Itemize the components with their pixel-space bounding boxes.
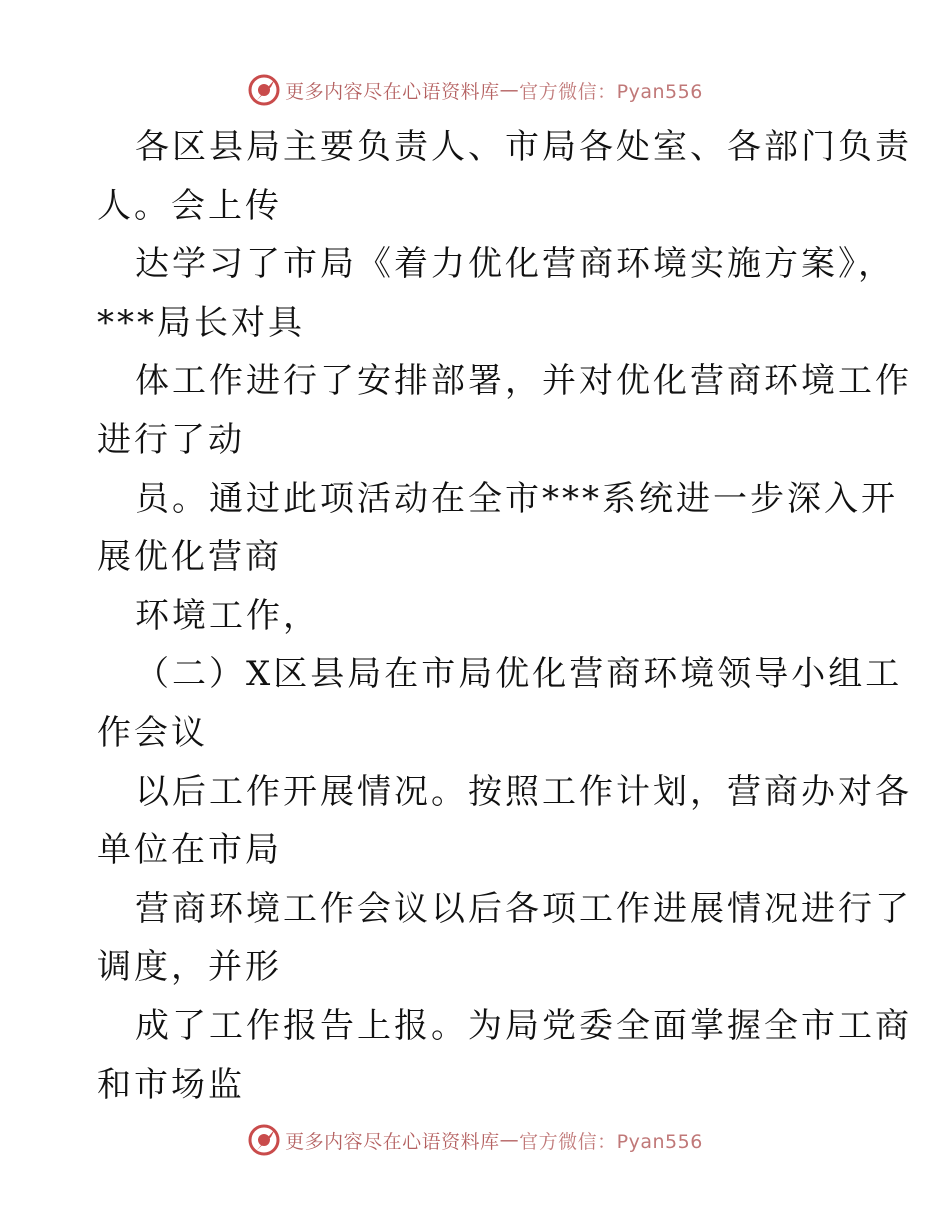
body-line: 体工作进行了安排部署，并对优化营商环境工作 <box>135 361 912 402</box>
body-line: ***局长对具 <box>97 302 305 343</box>
body-line: （二）X区县局在市局优化营商环境领导小组工 <box>135 654 903 695</box>
body-line: 员。通过此项活动在全市***系统进一步深入开 <box>135 478 898 519</box>
body-line: 营商环境工作会议以后各项工作进展情况进行了 <box>135 888 912 929</box>
body-line: 人。会上传 <box>97 185 282 226</box>
footer-brand: 更多内容尽在心语资料库 <box>285 1130 500 1153</box>
body-line: 展优化营商 <box>97 537 282 578</box>
quill-seal-icon <box>247 73 281 107</box>
body-line: 环境工作， <box>135 595 320 636</box>
footer-watermark <box>0 1120 950 1160</box>
header-brand: 更多内容尽在心语资料库 <box>285 80 500 103</box>
header-wechat: 官方微信：Pyan556 <box>519 80 703 103</box>
body-line: 达学习了市局《着力优化营商环境实施方案》， <box>135 244 895 285</box>
body-line: 和市场监 <box>97 1064 245 1105</box>
body-line: 进行了动 <box>97 419 245 460</box>
header-separator: — <box>499 79 520 101</box>
footer-wechat: 官方微信：Pyan556 <box>519 1130 703 1153</box>
header-watermark <box>0 70 950 110</box>
document-body <box>97 118 912 1114</box>
footer-separator: — <box>499 1129 520 1151</box>
body-line: 成了工作报告上报。为局党委全面掌握全市工商 <box>135 1005 912 1046</box>
body-line: 调度，并形 <box>97 947 282 988</box>
quill-seal-icon <box>247 1123 281 1157</box>
body-line: 作会议 <box>97 712 208 753</box>
body-line: 以后工作开展情况。按照工作计划，营商办对各 <box>135 771 912 812</box>
body-line: 单位在市局 <box>97 830 282 871</box>
body-line: 各区县局主要负责人、市局各处室、各部门负责 <box>135 127 912 167</box>
